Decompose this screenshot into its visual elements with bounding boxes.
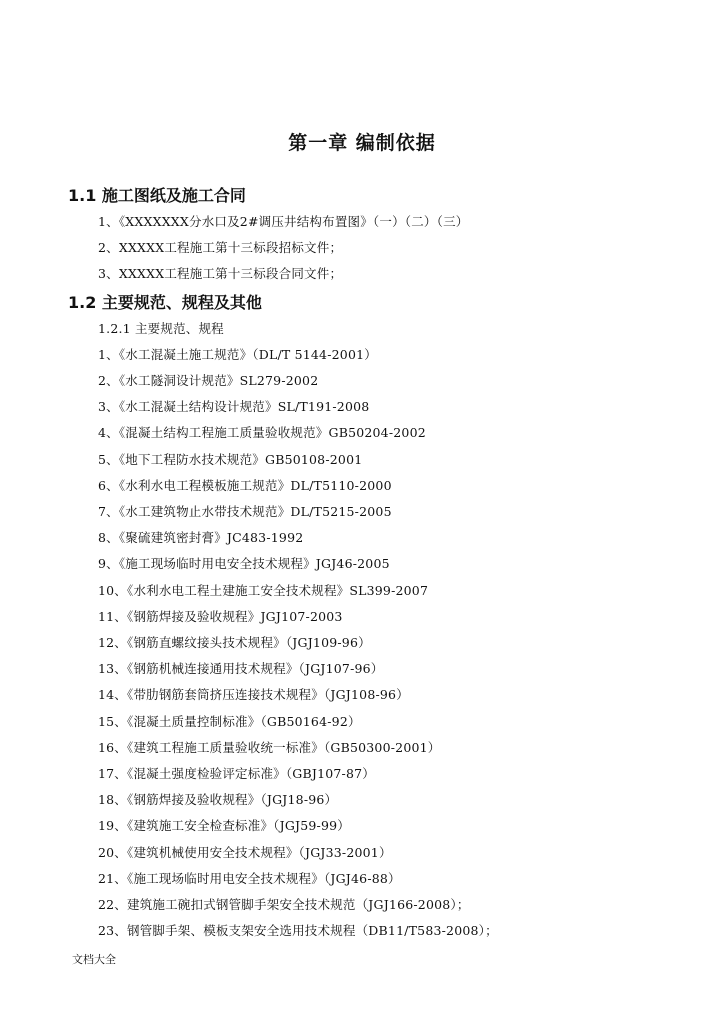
list-item: 6、《水利水电工程模板施工规范》DL/T5110-2000 xyxy=(98,478,392,493)
list-item: 5、《地下工程防水技术规范》GB50108-2001 xyxy=(98,452,363,467)
list-item: 21、《施工现场临时用电安全技术规程》（JGJ46-88） xyxy=(98,871,401,886)
page-footer: 文档大全 xyxy=(72,953,116,966)
list-item: 7、《水工建筑物止水带技术规范》DL/T5215-2005 xyxy=(98,504,392,519)
list-item: 13、《钢筋机械连接通用技术规程》（JGJ107-96） xyxy=(98,661,384,676)
list-item: 3、《水工混凝土结构设计规范》SL/T191-2008 xyxy=(98,399,370,414)
list-item: 2、XXXXX工程施工第十三标段招标文件； xyxy=(98,240,343,255)
list-item: 22、建筑施工碗扣式钢管脚手架安全技术规范（JGJ166-2008）； xyxy=(98,897,470,912)
list-item: 16、《建筑工程施工质量验收统一标准》（GB50300-2001） xyxy=(98,740,441,755)
list-item: 11、《钢筋焊接及验收规程》JGJ107-2003 xyxy=(98,609,343,624)
list-item: 1、《水工混凝土施工规范》（DL/T 5144-2001） xyxy=(98,347,377,362)
list-item: 14、《带肋钢筋套筒挤压连接技术规程》（JGJ108-96） xyxy=(98,687,409,702)
section-heading-1-1: 1.1 施工图纸及施工合同 xyxy=(68,186,246,205)
list-item: 1、《XXXXXXX分水口及2#调压井结构布置图》（一）（二）（三） xyxy=(98,214,469,229)
list-item: 19、《建筑施工安全检查标准》（JGJ59-99） xyxy=(98,818,350,833)
list-item: 8、《聚硫建筑密封膏》JC483-1992 xyxy=(98,530,304,545)
list-item: 20、《建筑机械使用安全技术规程》（JGJ33-2001） xyxy=(98,845,392,860)
list-item: 15、《混凝土质量控制标准》（GB50164-92） xyxy=(98,714,361,729)
list-item: 17、《混凝土强度检验评定标准》（GBJ107-87） xyxy=(98,766,375,781)
subsection-title: 1.2.1 主要规范、规程 xyxy=(98,321,224,336)
list-item: 23、钢管脚手架、模板支架安全选用技术规程（DB11/T583-2008）； xyxy=(98,923,498,938)
list-item: 3、XXXXX工程施工第十三标段合同文件； xyxy=(98,266,343,281)
list-item: 9、《施工现场临时用电安全技术规程》JGJ46-2005 xyxy=(98,556,390,571)
list-item: 2、《水工隧洞设计规范》SL279-2002 xyxy=(98,373,319,388)
section-heading-1-2: 1.2 主要规范、规程及其他 xyxy=(68,293,262,312)
chapter-title: 第一章 编制依据 xyxy=(288,132,436,154)
list-item: 10、《水利水电工程土建施工安全技术规程》SL399-2007 xyxy=(98,583,429,598)
list-item: 4、《混凝土结构工程施工质量验收规范》GB50204-2002 xyxy=(98,425,426,440)
list-item: 18、《钢筋焊接及验收规程》（JGJ18-96） xyxy=(98,792,338,807)
list-item: 12、《钢筋直螺纹接头技术规程》（JGJ109-96） xyxy=(98,635,371,650)
